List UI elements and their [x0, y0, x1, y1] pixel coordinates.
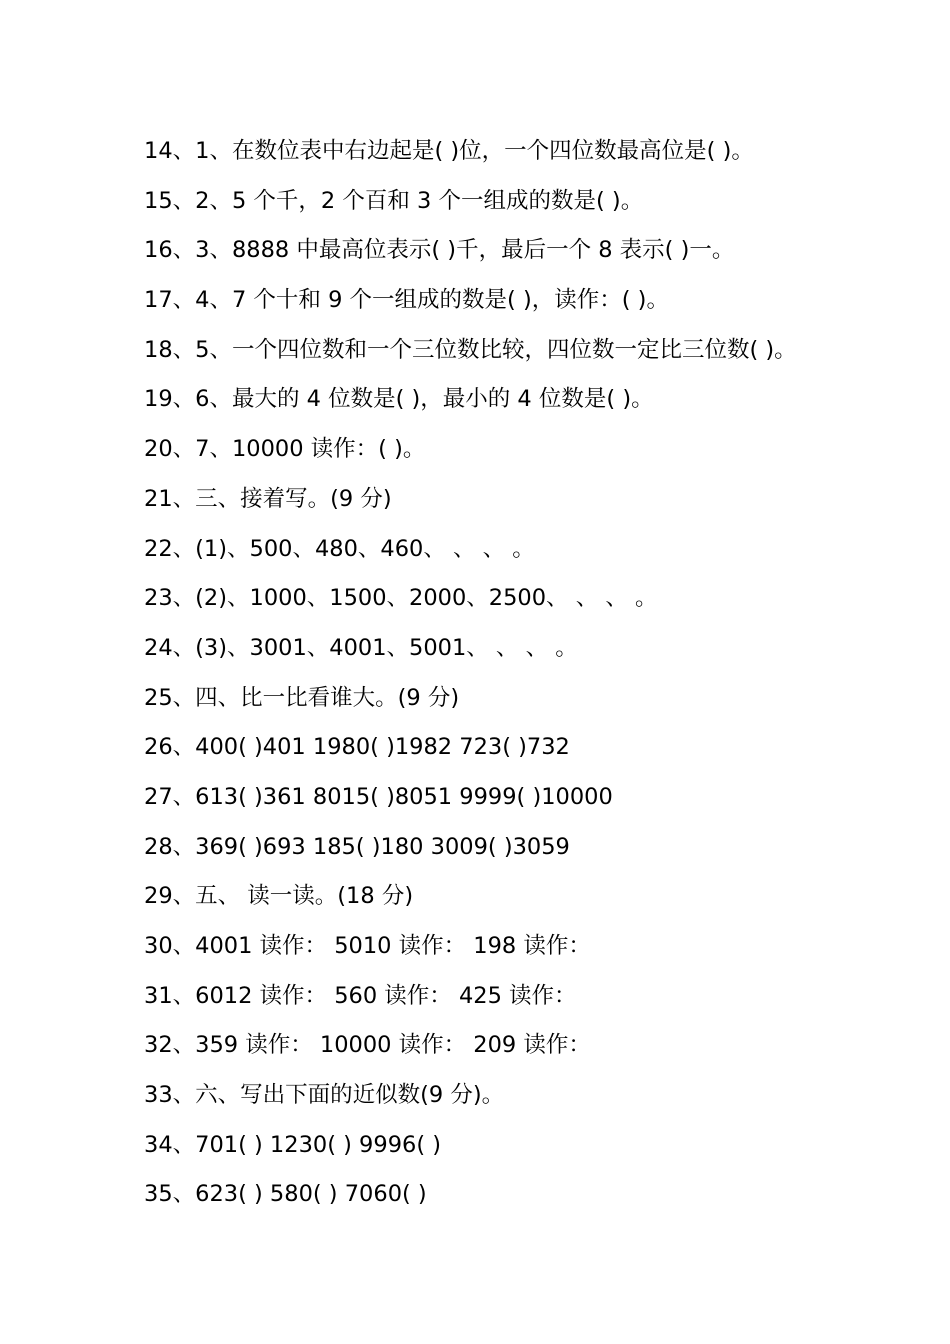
question-line-35: 35、623( ) 580( ) 7060( ) — [144, 1181, 427, 1208]
question-line-20: 20、7、10000 读作：( )。 — [144, 436, 426, 463]
question-line-27: 27、613( )361 8015( )8051 9999( )10000 — [144, 783, 613, 810]
question-list — [144, 131, 924, 1224]
question-line-32: 32、359 读作： 10000 读作： 209 读作： — [144, 1032, 591, 1059]
question-line-26: 26、400( )401 1980( )1982 723( )732 — [144, 734, 570, 761]
question-line-30: 30、4001 读作： 5010 读作： 198 读作： — [144, 933, 591, 959]
question-line-14: 14、1、在数位表中右边起是( )位，一个四位数最高位是( )。 — [144, 138, 754, 164]
question-line-15: 15、2、5 个千，2 个百和 3 个一组成的数是( )。 — [144, 187, 644, 214]
question-line-19: 19、6、最大的 4 位数是( )，最小的 4 位数是( )。 — [144, 386, 654, 413]
question-line-22: 22、(1)、500、480、460、 、 、 。 — [144, 535, 535, 562]
section-heading-read: 29、五、 读一读。(18 分) — [144, 883, 414, 910]
question-line-18: 18、5、一个四位数和一个三位数比较，四位数一定比三位数( )。 — [144, 336, 797, 363]
question-line-34: 34、701( ) 1230( ) 9996( ) — [144, 1131, 442, 1158]
question-line-23: 23、(2)、1000、1500、2000、2500、 、 、 。 — [144, 585, 658, 612]
section-heading-approximate: 33、六、写出下面的近似数(9 分)。 — [144, 1082, 505, 1109]
section-heading-compare: 25、四、比一比看谁大。(9 分) — [144, 684, 460, 711]
question-line-16: 16、3、8888 中最高位表示( )千，最后一个 8 表示( )一。 — [144, 237, 735, 264]
question-line-28: 28、369( )693 185( )180 3009( )3059 — [144, 833, 570, 860]
question-line-17: 17、4、7 个十和 9 个一组成的数是( )，读作：( )。 — [144, 287, 669, 314]
question-line-24: 24、(3)、3001、4001、5001、 、 、 。 — [144, 634, 578, 661]
question-line-31: 31、6012 读作： 560 读作： 425 读作： — [144, 982, 577, 1009]
section-heading-continue-writing: 21、三、接着写。(9 分) — [144, 485, 392, 512]
